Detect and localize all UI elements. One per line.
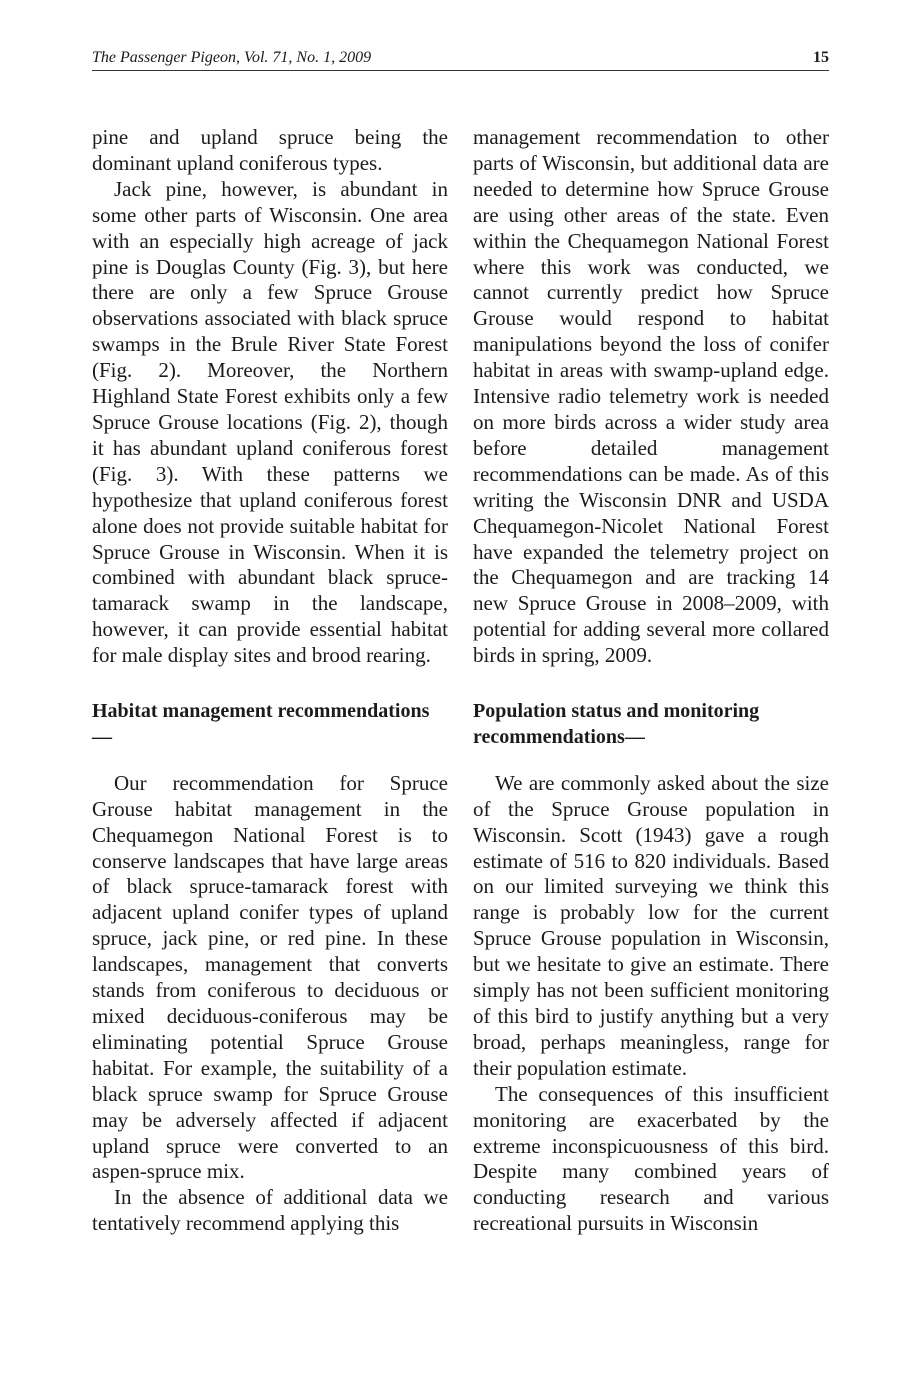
right-column (473, 125, 829, 1237)
paragraph: management recommendation to other parts of Wisconsin, but additional data are needed to determine how Spruce Grouse are using other areas of the state. Even within the Chequamegon National Forest where this work was conducted, we cannot currently predict how Spruce Grouse would respond to habitat manipulations beyond the loss of conifer habitat in areas with swamp-upland edge. Intensive radio telemetry work is needed on more birds across a wider study area before detailed management recommendations can be made. As of this writing the Wisconsin DNR and USDA Chequamegon-Nicolet National Forest have expanded the telemetry project on the Chequamegon and are tracking 14 new Spruce Grouse in 2008–2009, with potential for adding several more collared birds in spring, 2009. (473, 125, 829, 668)
paragraph: The consequences of this insufficient monitoring are exacerbated by the extreme inconspicuousness of this bird. Despite many combined years of conducting research and various recreational pursuits in Wisconsin (473, 1081, 829, 1236)
left-column (92, 125, 448, 1237)
section-heading-population-status: Population status and monitoring recommendations— (473, 700, 760, 748)
paragraph: pine and upland spruce being the dominant upland coniferous types. (92, 125, 448, 175)
page-number: 15 (813, 49, 829, 66)
paragraph: In the absence of additional data we tentatively recommend applying this (92, 1185, 448, 1236)
running-header (92, 48, 829, 71)
journal-citation: The Passenger Pigeon, Vol. 71, No. 1, 2009 (92, 49, 372, 66)
paragraph: Our recommendation for Spruce Grouse habitat management in the Chequamegon National Forest is to conserve landscapes that have large areas of black spruce-tamarack forest with adjacent upland conifer types of upland spruce, jack pine, or red pine. In these landscapes, management that converts stands from coniferous to deciduous or mixed deciduous-coniferous may be eliminating potential Spruce Grouse habitat. For example, the suitability of a black spruce swamp for Spruce Grouse may be adversely affected if adjacent upland spruce were converted to an aspen-spruce mix. (92, 770, 448, 1184)
paragraph: We are commonly asked about the size of the Spruce Grouse population in Wisconsin. Scott (1943) gave a rough estimate of 516 to 820 individuals. Based on our limited surveying we think this range is probably low for the current Spruce Grouse population in Wisconsin, but we hesitate to give an estimate. There simply has not been sufficient monitoring of this bird to justify anything but a very broad, perhaps meaningless, range for their population estimate. (473, 770, 829, 1080)
paragraph: Jack pine, however, is abundant in some other parts of Wisconsin. One area with an especially high acreage of jack pine is Douglas County (Fig. 3), but here there are only a few Spruce Grouse observations associated with black spruce swamps in the Brule River State Forest (Fig. 2). Moreover, the Northern Highland State Forest exhibits only a few Spruce Grouse locations (Fig. 2), though it has abundant upland coniferous forest (Fig. 3). With these patterns we hypothesize that upland coniferous forest alone does not provide suitable habitat for Spruce Grouse in Wisconsin. When it is combined with abundant black spruce-tamarack swamp in the landscape, however, it can provide essential habitat for male display sites and brood rearing. (92, 176, 448, 668)
section-heading-habitat-management: Habitat management recommendations— (92, 700, 430, 748)
